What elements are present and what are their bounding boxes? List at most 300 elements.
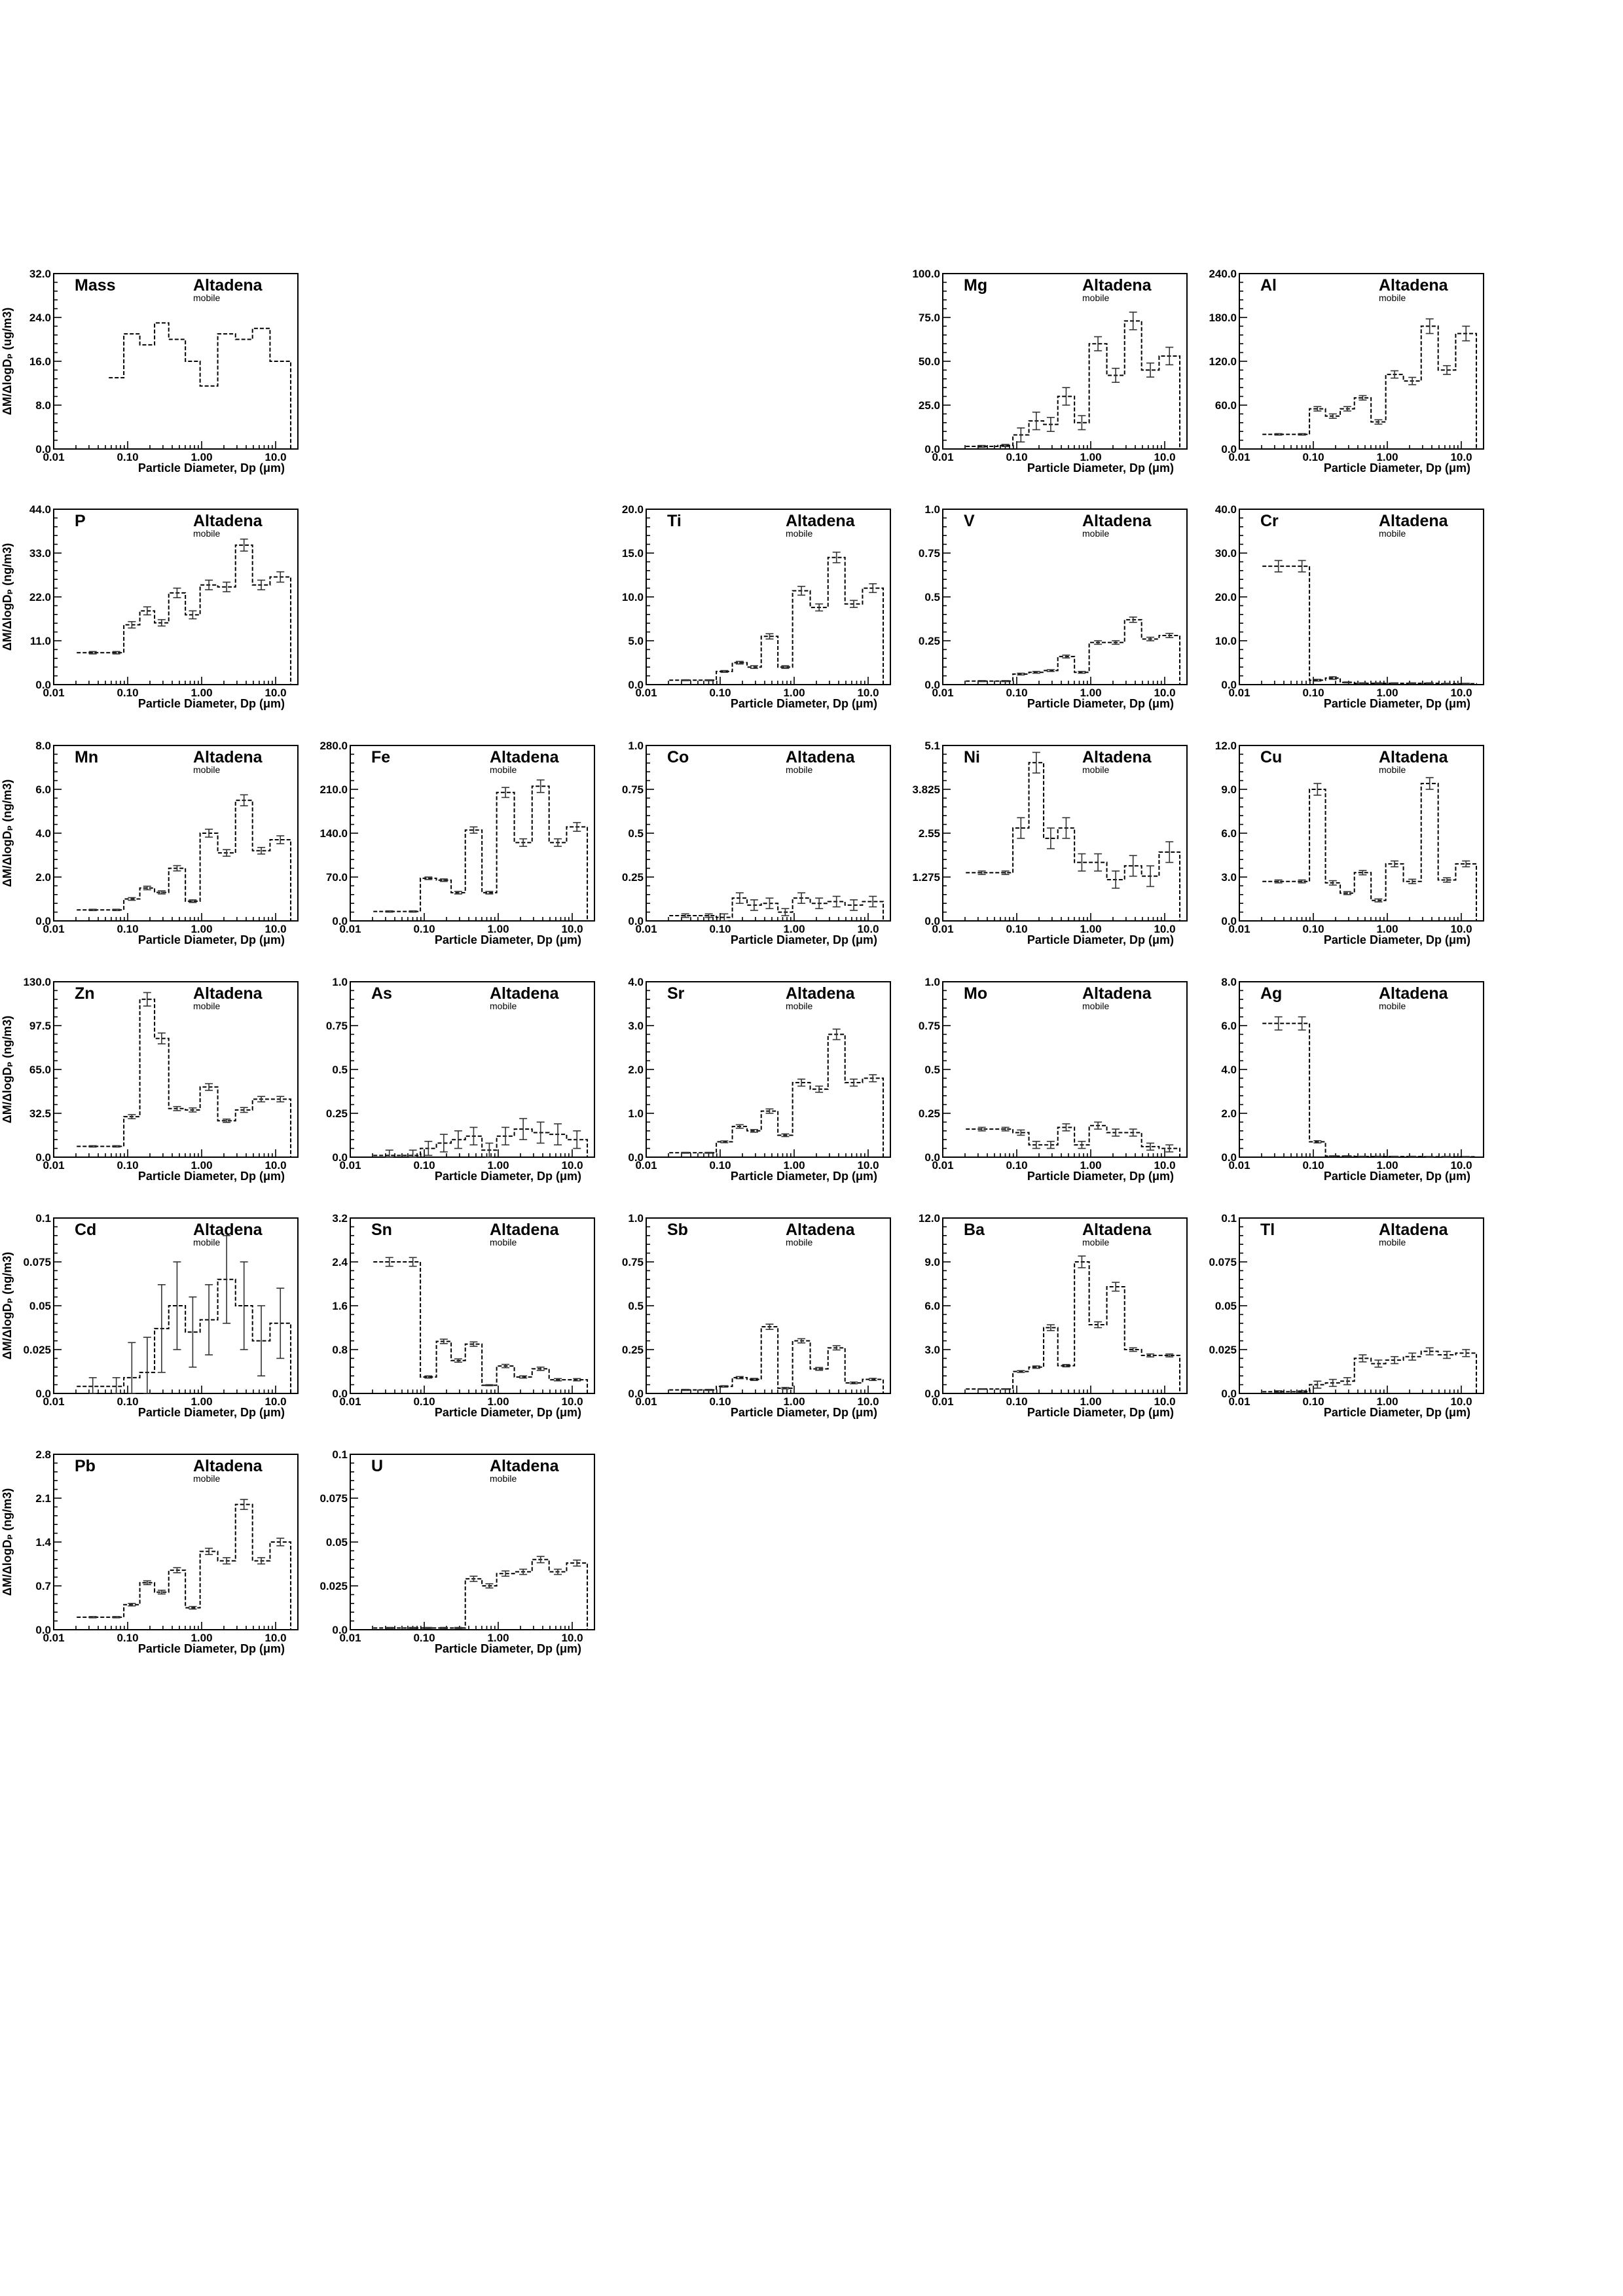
x-tick-label: 0.10 (117, 1632, 139, 1644)
y-tick-label: 8.0 (35, 399, 51, 412)
error-bar (1032, 672, 1040, 673)
x-tick-label: 10.0 (1450, 451, 1472, 463)
y-tick-label: 0.025 (23, 1344, 51, 1356)
panel-pb (1, 1448, 298, 1655)
panel-cr (1215, 503, 1484, 710)
y-tick-label: 1.0 (332, 976, 348, 988)
y-tick-label: 0.0 (924, 915, 940, 927)
x-axis-title: Particle Diameter, Dp (μm) (1027, 1406, 1174, 1419)
x-axis-title: Particle Diameter, Dp (μm) (1027, 461, 1174, 475)
panel-zn (1, 976, 298, 1183)
y-tick-label: 24.0 (29, 312, 51, 324)
histogram-series (966, 1126, 1180, 1157)
error-bar (128, 897, 136, 900)
x-tick-label: 1.00 (487, 1395, 509, 1408)
error-bar (409, 1150, 417, 1157)
x-tick-label: 1.00 (1080, 687, 1102, 699)
y-tick-label: 0.0 (924, 443, 940, 456)
panel-ba (919, 1212, 1187, 1419)
x-tick-label: 10.0 (1450, 1395, 1472, 1408)
histogram-series (669, 898, 883, 921)
error-bar (485, 1584, 493, 1588)
error-bar (736, 1124, 744, 1128)
x-axis-title: Particle Diameter, Dp (μm) (137, 1170, 285, 1183)
x-tick-label: 1.00 (487, 923, 509, 935)
y-tick-label: 0.05 (29, 1300, 51, 1312)
error-bar (1408, 378, 1416, 385)
panel-u (319, 1448, 594, 1655)
plot-frame (350, 1454, 594, 1630)
y-tick-label: 6.0 (1221, 1020, 1237, 1032)
panel-co (622, 740, 890, 946)
element-label: As (371, 984, 392, 1003)
x-tick-label: 0.01 (635, 1159, 657, 1172)
error-bar (1313, 1141, 1321, 1143)
x-tick-label: 0.10 (413, 1632, 435, 1644)
element-label: Sr (667, 984, 685, 1003)
y-tick-label: 0.05 (325, 1536, 348, 1549)
histogram-series (373, 786, 587, 921)
plot-frame (943, 745, 1187, 921)
y-tick-label: 0.5 (628, 1300, 644, 1312)
plot-frame (1239, 1218, 1484, 1393)
error-bar (143, 1337, 151, 1393)
histogram-series (1262, 1352, 1476, 1393)
x-axis-title: Particle Diameter, Dp (μm) (434, 1406, 581, 1419)
y-tick-label: 240.0 (1209, 268, 1237, 280)
y-tick-label: 32.5 (29, 1107, 51, 1120)
error-bar (454, 1359, 462, 1362)
y-axis-title: ΔM/ΔlogDₚ (ng/m3) (1, 1251, 14, 1360)
x-tick-label: 10.0 (1450, 687, 1472, 699)
panel-as (326, 976, 594, 1183)
error-bar (797, 893, 805, 903)
y-tick-label: 30.0 (1214, 547, 1237, 560)
y-tick-label: 0.0 (924, 679, 940, 691)
error-bar (1146, 637, 1154, 641)
error-bar (469, 1127, 477, 1145)
error-bar (128, 1115, 136, 1119)
site-label: Altadena (786, 748, 855, 766)
error-bar (519, 1570, 527, 1575)
y-tick-label: 130.0 (23, 976, 51, 988)
histogram-series (77, 999, 291, 1157)
site-sub-label: mobile (786, 1001, 813, 1011)
x-tick-label: 10.0 (1154, 923, 1176, 935)
site-sub-label: mobile (193, 528, 221, 539)
site-sub-label: mobile (1379, 293, 1406, 303)
element-label: Ni (964, 748, 980, 766)
panel-sn (332, 1212, 594, 1419)
histogram-series (1262, 783, 1476, 921)
y-axis-title: ΔM/ΔlogDₚ (ng/m3) (1, 779, 14, 888)
x-tick-label: 10.0 (1450, 923, 1472, 935)
error-bar (765, 1324, 773, 1329)
y-tick-label: 0.1 (1221, 1212, 1237, 1225)
x-tick-label: 0.01 (43, 1632, 65, 1644)
error-bar (1374, 1360, 1382, 1367)
y-tick-label: 60.0 (1214, 399, 1237, 412)
site-sub-label: mobile (1379, 764, 1406, 775)
x-tick-label: 1.00 (191, 923, 213, 935)
y-tick-label: 1.0 (924, 976, 940, 988)
x-tick-label: 0.10 (1006, 687, 1028, 699)
x-tick-label: 0.10 (413, 1159, 435, 1172)
y-tick-label: 70.0 (325, 871, 348, 884)
y-axis-title: ΔM/ΔlogDₚ (ng/m3) (1, 543, 14, 651)
panel-ti (622, 503, 890, 710)
error-bar (189, 1607, 196, 1609)
error-bar (205, 580, 213, 590)
y-tick-label: 5.1 (924, 740, 940, 752)
x-tick-label: 1.00 (783, 1395, 805, 1408)
y-tick-label: 0.0 (1221, 1388, 1237, 1400)
y-tick-label: 0.025 (1209, 1344, 1237, 1356)
x-tick-label: 0.10 (117, 1395, 139, 1408)
plot-frame (646, 982, 890, 1157)
x-tick-label: 1.00 (487, 1632, 509, 1644)
y-tick-label: 0.25 (621, 871, 644, 884)
error-bar (869, 1378, 877, 1380)
x-tick-label: 1.00 (191, 451, 213, 463)
plot-frame (646, 1218, 890, 1393)
y-tick-label: 280.0 (319, 740, 348, 752)
y-tick-label: 0.05 (1214, 1300, 1237, 1312)
x-tick-label: 10.0 (1450, 1159, 1472, 1172)
error-bar (1165, 1145, 1173, 1152)
y-axis-title: ΔM/ΔlogDₚ (ug/m3) (1, 307, 14, 416)
x-tick-label: 1.00 (191, 687, 213, 699)
y-tick-label: 0.25 (325, 1107, 348, 1120)
y-tick-label: 140.0 (319, 827, 348, 840)
element-label: Sn (371, 1221, 392, 1239)
site-sub-label: mobile (490, 764, 517, 775)
x-axis-title: Particle Diameter, Dp (μm) (434, 933, 581, 946)
x-tick-label: 0.01 (1228, 451, 1250, 463)
x-tick-label: 0.10 (709, 687, 731, 699)
x-axis-title: Particle Diameter, Dp (μm) (1323, 1406, 1470, 1419)
panel-fe (319, 740, 594, 946)
panel-cd (1, 1212, 298, 1419)
error-bar (519, 839, 527, 846)
site-sub-label: mobile (490, 1473, 517, 1484)
error-bar (424, 1628, 432, 1629)
y-tick-label: 2.8 (35, 1448, 51, 1461)
error-bar (454, 1628, 462, 1629)
x-tick-label: 10.0 (264, 923, 287, 935)
panel-sr (628, 976, 890, 1183)
x-tick-label: 1.00 (191, 1159, 213, 1172)
y-tick-label: 3.825 (912, 783, 940, 796)
histogram-series (373, 1560, 587, 1630)
error-bar (1094, 641, 1102, 644)
y-tick-label: 0.0 (35, 1151, 51, 1164)
x-tick-label: 0.01 (635, 687, 657, 699)
x-tick-label: 0.01 (635, 923, 657, 935)
y-tick-label: 0.7 (35, 1580, 51, 1592)
x-axis-title: Particle Diameter, Dp (μm) (1027, 933, 1174, 946)
x-tick-label: 0.10 (709, 923, 731, 935)
y-tick-label: 0.0 (35, 915, 51, 927)
error-bar (501, 1365, 509, 1368)
site-label: Altadena (1082, 1221, 1152, 1239)
x-axis-title: Particle Diameter, Dp (μm) (1323, 461, 1470, 475)
error-bar (1443, 683, 1451, 684)
histogram-series (966, 762, 1180, 921)
site-label: Altadena (193, 276, 263, 295)
y-tick-label: 0.025 (319, 1580, 348, 1592)
x-tick-label: 0.01 (339, 1159, 361, 1172)
panel-al (1209, 268, 1484, 475)
y-tick-label: 75.0 (918, 312, 940, 324)
y-tick-label: 5.0 (628, 635, 644, 647)
x-tick-label: 0.10 (1006, 923, 1028, 935)
error-bar (781, 908, 789, 916)
y-tick-label: 4.0 (1221, 1064, 1237, 1076)
y-tick-label: 0.5 (924, 1064, 940, 1076)
y-tick-label: 1.4 (35, 1536, 51, 1549)
panel-mg (912, 268, 1187, 475)
element-label: P (75, 512, 86, 530)
plot-frame (943, 274, 1187, 449)
site-label: Altadena (193, 984, 263, 1003)
element-label: Ag (1260, 984, 1283, 1003)
x-tick-label: 1.00 (1080, 1395, 1102, 1408)
error-bar (1329, 1156, 1337, 1157)
y-tick-label: 0.0 (332, 1151, 348, 1164)
error-bar (1032, 412, 1040, 430)
element-label: Pb (75, 1457, 96, 1475)
y-tick-label: 0.0 (35, 1624, 51, 1636)
error-bar (1017, 1371, 1025, 1372)
x-tick-label: 1.00 (191, 1632, 213, 1644)
x-tick-label: 0.01 (339, 923, 361, 935)
y-tick-label: 120.0 (1209, 355, 1237, 368)
y-tick-label: 9.0 (924, 1256, 940, 1268)
error-bar (554, 839, 562, 846)
y-tick-label: 32.0 (29, 268, 51, 280)
y-tick-label: 0.075 (1209, 1256, 1237, 1268)
x-tick-label: 0.01 (932, 1159, 954, 1172)
error-bar (1047, 418, 1055, 431)
histogram-series (966, 321, 1180, 449)
site-label: Altadena (1379, 984, 1448, 1003)
panel-v (919, 503, 1187, 710)
error-bar (537, 1122, 545, 1143)
error-bar (128, 1342, 136, 1393)
y-tick-label: 20.0 (1214, 591, 1237, 603)
histogram-series (77, 1505, 291, 1630)
error-bar (833, 1029, 841, 1039)
error-bar (113, 1378, 120, 1393)
x-tick-label: 1.00 (1376, 1159, 1398, 1172)
y-tick-label: 50.0 (918, 355, 940, 368)
site-sub-label: mobile (193, 1001, 221, 1011)
site-label: Altadena (1082, 984, 1152, 1003)
error-bar (1112, 368, 1120, 382)
element-label: Mass (75, 276, 116, 295)
x-axis-title: Particle Diameter, Dp (μm) (137, 461, 285, 475)
site-label: Altadena (490, 748, 559, 766)
x-tick-label: 1.00 (1376, 1395, 1398, 1408)
y-tick-label: 65.0 (29, 1064, 51, 1076)
panel-sb (622, 1212, 890, 1419)
y-tick-label: 8.0 (1221, 976, 1237, 988)
site-label: Altadena (193, 748, 263, 766)
y-tick-label: 9.0 (1221, 783, 1237, 796)
x-axis-title: Particle Diameter, Dp (μm) (137, 697, 285, 710)
x-tick-label: 10.0 (857, 1395, 879, 1408)
error-bar (797, 1338, 805, 1342)
site-label: Altadena (490, 1457, 559, 1475)
y-axis-title: ΔM/ΔlogDₚ (ng/m3) (1, 1488, 14, 1596)
element-label: Co (667, 748, 689, 766)
x-tick-label: 0.01 (1228, 1395, 1250, 1408)
x-axis-title: Particle Diameter, Dp (μm) (1027, 1170, 1174, 1183)
y-tick-label: 0.75 (621, 783, 644, 796)
x-axis-title: Particle Diameter, Dp (μm) (137, 1642, 285, 1655)
element-label: Fe (371, 748, 391, 766)
x-tick-label: 10.0 (561, 1395, 583, 1408)
site-sub-label: mobile (193, 293, 221, 303)
plot-frame (1239, 745, 1484, 921)
error-bar (1462, 683, 1470, 684)
site-label: Altadena (1082, 512, 1152, 530)
y-tick-label: 2.0 (1221, 1107, 1237, 1120)
x-tick-label: 0.10 (1302, 687, 1324, 699)
plot-frame (54, 509, 298, 685)
x-axis-title: Particle Diameter, Dp (μm) (137, 1406, 285, 1419)
element-label: Mo (964, 984, 988, 1003)
x-tick-label: 0.01 (43, 687, 65, 699)
y-tick-label: 4.0 (35, 827, 51, 840)
panel-ni (912, 740, 1187, 946)
site-sub-label: mobile (1082, 1001, 1110, 1011)
element-label: Ti (667, 512, 682, 530)
x-axis-title: Particle Diameter, Dp (μm) (730, 933, 877, 946)
y-tick-label: 1.0 (628, 1212, 644, 1225)
panel-ag (1221, 976, 1484, 1183)
y-tick-label: 0.0 (628, 679, 644, 691)
x-tick-label: 10.0 (857, 687, 879, 699)
y-tick-label: 97.5 (29, 1020, 51, 1032)
site-label: Altadena (490, 984, 559, 1003)
plot-frame (54, 274, 298, 449)
y-tick-label: 3.0 (1221, 871, 1237, 884)
x-axis-title: Particle Diameter, Dp (μm) (434, 1642, 581, 1655)
y-tick-label: 0.075 (319, 1492, 348, 1505)
x-tick-label: 0.10 (117, 1159, 139, 1172)
y-tick-label: 0.0 (332, 1388, 348, 1400)
element-label: Ba (964, 1221, 985, 1239)
error-bar (1343, 406, 1351, 411)
x-tick-label: 0.01 (43, 923, 65, 935)
y-tick-label: 0.5 (628, 827, 644, 840)
error-bar (1165, 348, 1173, 365)
x-tick-label: 1.00 (1376, 451, 1398, 463)
y-tick-label: 0.0 (332, 915, 348, 927)
site-sub-label: mobile (490, 1237, 517, 1247)
x-axis-title: Particle Diameter, Dp (μm) (1323, 1170, 1470, 1183)
panel-mass (1, 268, 298, 475)
element-label: Cr (1260, 512, 1279, 530)
site-sub-label: mobile (193, 1473, 221, 1484)
error-bar (1002, 1389, 1010, 1390)
y-tick-label: 6.0 (35, 783, 51, 796)
site-sub-label: mobile (1379, 1237, 1406, 1247)
plot-frame (646, 745, 890, 921)
y-tick-label: 8.0 (35, 740, 51, 752)
element-label: Cd (75, 1221, 97, 1239)
y-tick-label: 2.1 (35, 1492, 51, 1505)
x-tick-label: 0.01 (43, 451, 65, 463)
x-axis-title: Particle Diameter, Dp (μm) (730, 1170, 877, 1183)
y-tick-label: 0.0 (35, 1388, 51, 1400)
site-label: Altadena (786, 1221, 855, 1239)
y-tick-label: 0.25 (918, 1107, 940, 1120)
y-tick-label: 2.0 (35, 871, 51, 884)
histogram-series (669, 1034, 883, 1157)
x-tick-label: 0.10 (1302, 923, 1324, 935)
error-bar (257, 1096, 265, 1102)
site-sub-label: mobile (490, 1001, 517, 1011)
histogram-series (373, 1129, 587, 1157)
x-tick-label: 10.0 (264, 1632, 287, 1644)
error-bar (1017, 428, 1025, 442)
site-label: Altadena (1379, 1221, 1448, 1239)
panel-tl (1209, 1212, 1484, 1419)
site-sub-label: mobile (193, 764, 221, 775)
x-tick-label: 0.01 (1228, 687, 1250, 699)
x-tick-label: 0.01 (43, 1395, 65, 1408)
y-tick-label: 0.0 (1221, 443, 1237, 456)
x-tick-label: 1.00 (1376, 687, 1398, 699)
x-tick-label: 0.01 (932, 1395, 954, 1408)
histogram-series (1262, 566, 1476, 685)
error-bar (705, 680, 713, 681)
y-tick-label: 6.0 (924, 1300, 940, 1312)
x-tick-label: 0.10 (1302, 1159, 1324, 1172)
plot-frame (1239, 982, 1484, 1157)
error-bar (1146, 866, 1154, 887)
y-tick-label: 0.0 (35, 443, 51, 456)
site-label: Altadena (1379, 512, 1448, 530)
error-bar (850, 1382, 858, 1384)
error-bar (1343, 682, 1351, 683)
site-label: Altadena (786, 512, 855, 530)
site-label: Altadena (193, 512, 263, 530)
y-tick-label: 10.0 (1214, 635, 1237, 647)
site-sub-label: mobile (1379, 528, 1406, 539)
y-tick-label: 0.75 (621, 1256, 644, 1268)
error-bar (189, 1108, 196, 1112)
histogram-series (77, 545, 291, 685)
x-axis-title: Particle Diameter, Dp (μm) (1323, 697, 1470, 710)
error-bar (89, 1378, 97, 1393)
x-tick-label: 0.10 (709, 1395, 731, 1408)
error-bar (815, 604, 823, 611)
x-axis-title: Particle Diameter, Dp (μm) (137, 933, 285, 946)
y-tick-label: 2.0 (628, 1064, 644, 1076)
x-tick-label: 0.10 (117, 687, 139, 699)
element-label: Tl (1260, 1221, 1275, 1239)
plot-frame (646, 509, 890, 685)
site-sub-label: mobile (786, 1237, 813, 1247)
y-tick-label: 0.0 (924, 1388, 940, 1400)
site-label: Altadena (1379, 748, 1448, 766)
error-bar (720, 1141, 728, 1143)
histogram-series (1262, 326, 1476, 449)
